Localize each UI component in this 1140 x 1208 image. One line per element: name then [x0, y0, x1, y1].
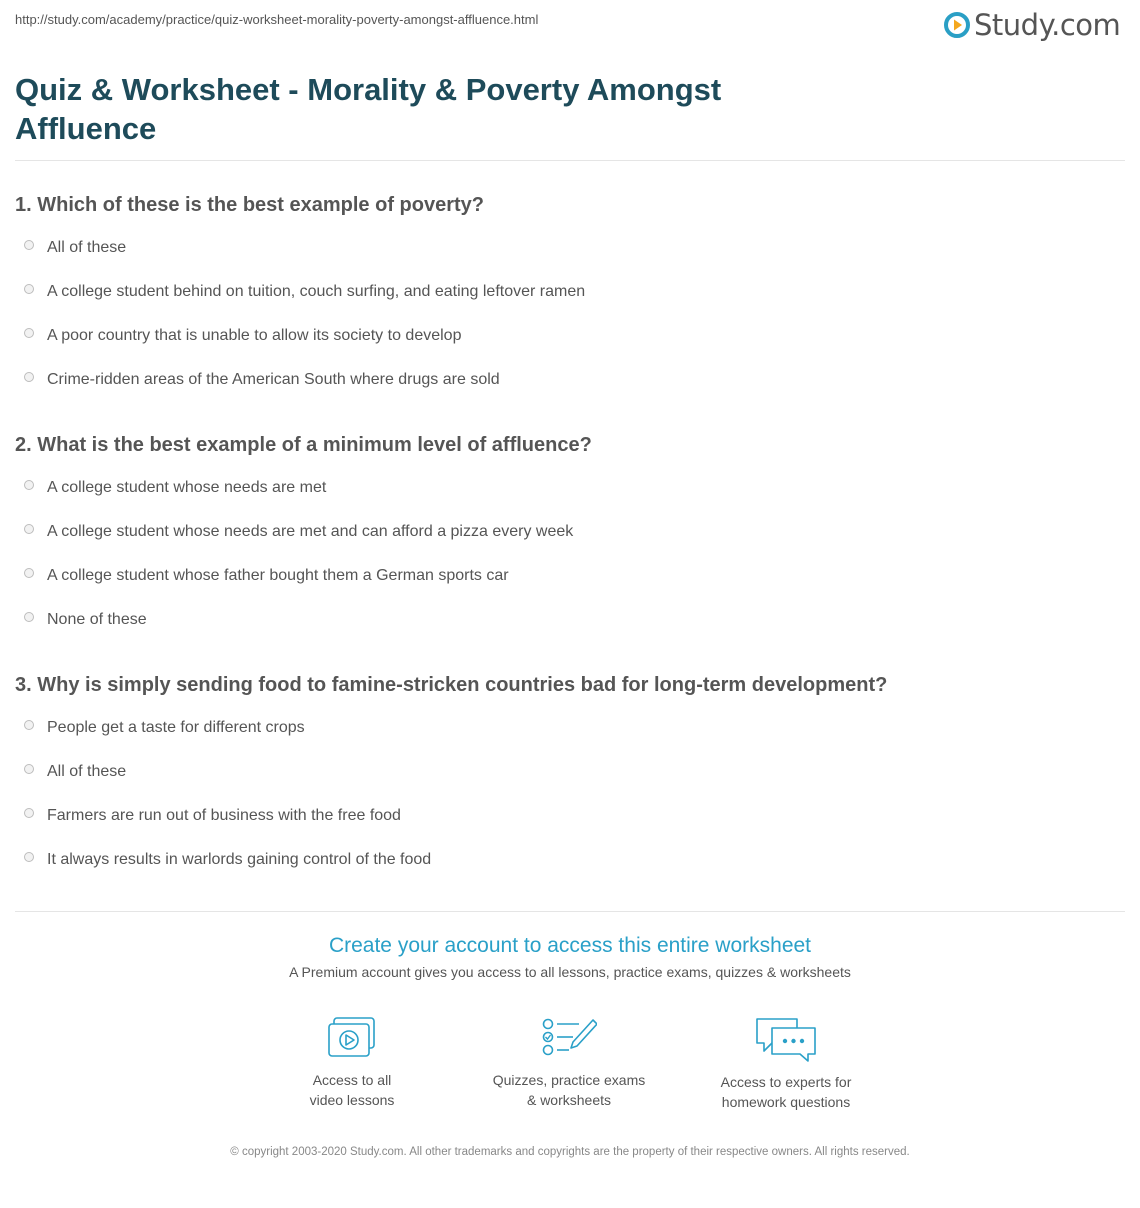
question-3-option-1[interactable]: [24, 719, 305, 737]
play-icon: [944, 12, 970, 38]
video-lessons-icon: [326, 1016, 378, 1060]
create-account-link[interactable]: Create your account to access this entire worksheet: [328, 934, 812, 957]
page-url: http://study.com/academy/practice/quiz-worksheet-morality-poverty-amongst-affluence.html: [15, 12, 539, 27]
option-label: It always results in warlords gaining control of the food: [47, 851, 432, 868]
question-2-option-2[interactable]: [24, 523, 573, 541]
question-1-option-2[interactable]: [24, 283, 585, 301]
feature-label: Access to all video lessons: [309, 1072, 395, 1108]
quiz-checklist-icon: [541, 1016, 597, 1060]
option-label: People get a taste for different crops: [47, 719, 305, 736]
question-2-option-3[interactable]: [24, 567, 509, 585]
radio-button[interactable]: [24, 284, 34, 294]
radio-button[interactable]: [24, 568, 34, 578]
feature-quizzes: [474, 1016, 664, 1110]
option-label: A college student whose father bought them a German sports car: [47, 567, 509, 584]
feature-experts: [691, 1016, 881, 1112]
question-3: 3. Why is simply sending food to famine-stricken countries bad for long-term development?: [15, 674, 888, 696]
question-1-option-3[interactable]: [24, 327, 461, 345]
feature-label: Access to experts for homework questions: [720, 1074, 852, 1110]
radio-button[interactable]: [24, 764, 34, 774]
question-2: 2. What is the best example of a minimum level of affluence?: [15, 434, 592, 456]
radio-button[interactable]: [24, 720, 34, 730]
option-label: None of these: [47, 611, 147, 628]
logo-text: Study.com: [974, 8, 1121, 42]
option-label: All of these: [47, 239, 127, 256]
option-label: A college student whose needs are met and can afford a pizza every week: [47, 523, 574, 540]
question-3-option-3[interactable]: [24, 807, 401, 825]
option-label: A college student whose needs are met: [47, 479, 327, 496]
copyright-notice: © copyright 2003-2020 Study.com. All other trademarks and copyrights are the property of their respective owners. All rights reserved.: [230, 1146, 910, 1158]
option-label: Crime-ridden areas of the American South where drugs are sold: [47, 371, 500, 388]
question-1-option-1[interactable]: [24, 239, 126, 257]
radio-button[interactable]: [24, 524, 34, 534]
radio-button[interactable]: [24, 240, 34, 250]
divider: [15, 160, 1125, 161]
question-3-option-4[interactable]: [24, 851, 431, 869]
question-1: 1. Which of these is the best example of poverty?: [15, 194, 484, 216]
feature-label: Quizzes, practice exams & worksheets: [492, 1072, 646, 1108]
option-label: A poor country that is unable to allow its society to develop: [47, 327, 462, 344]
radio-button[interactable]: [24, 852, 34, 862]
question-1-option-4[interactable]: [24, 371, 500, 389]
radio-button[interactable]: [24, 808, 34, 818]
option-label: Farmers are run out of business with the free food: [47, 807, 401, 824]
question-3-option-2[interactable]: [24, 763, 126, 781]
radio-button[interactable]: [24, 372, 34, 382]
divider: [15, 911, 1125, 912]
radio-button[interactable]: [24, 328, 34, 338]
study-logo[interactable]: [944, 6, 1120, 44]
question-2-option-4[interactable]: [24, 611, 147, 629]
radio-button[interactable]: [24, 612, 34, 622]
radio-button[interactable]: [24, 480, 34, 490]
chat-bubbles-icon: [754, 1016, 818, 1062]
page-title: Quiz & Worksheet - Morality & Poverty Amongst Affluence: [15, 72, 722, 146]
question-2-option-1[interactable]: [24, 479, 326, 497]
option-label: A college student behind on tuition, couch surfing, and eating leftover ramen: [47, 283, 586, 300]
cta-subtitle: A Premium account gives you access to all lessons, practice exams, quizzes & worksheets: [289, 964, 851, 980]
option-label: All of these: [47, 763, 127, 780]
feature-video-lessons: [257, 1016, 447, 1110]
